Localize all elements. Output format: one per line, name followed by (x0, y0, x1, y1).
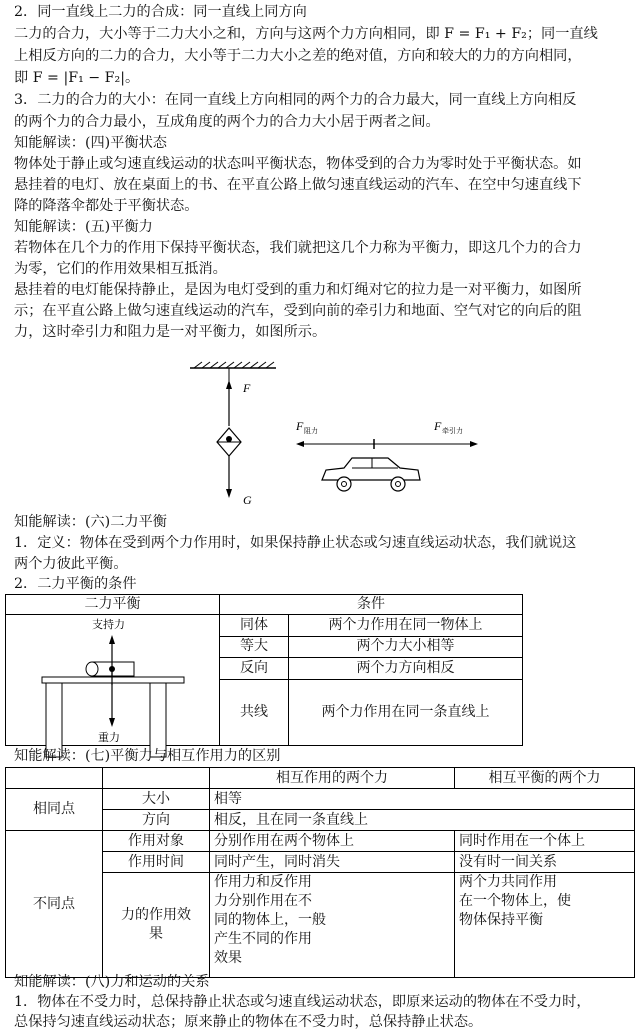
text-line: 若物体在几个力的作用下保持平衡状态，我们就把这几个力称为平衡力，即这几个力的合力 (14, 240, 582, 256)
car-forces-diagram (292, 418, 482, 504)
text-line: 即 F = |F₁ − F₂|。 (14, 70, 140, 86)
text-line: 物体处于静止或匀速直线运动的状态叫平衡状态，物体受到的合力为零时处于平衡状态。如 (14, 156, 582, 172)
row-value: 没有时一间关系 (455, 852, 635, 873)
text-line: 2．二力平衡的条件 (14, 576, 137, 592)
condition-value: 两个力作用在同一物体上 (289, 615, 523, 637)
balance-conditions-table (5, 594, 523, 746)
balance-vs-interaction-table (5, 767, 635, 978)
book-on-table-figure (6, 615, 218, 765)
text-line: 1．定义：物体在受到两个力作用时，如果保持静止状态或匀速直线运动状态，我们就说这 (14, 535, 577, 551)
cell-line: 物体保持平衡 (459, 912, 543, 928)
resist-force-sub: 阻力 (304, 427, 318, 435)
resist-force-label: F (296, 419, 304, 433)
row-value: 相反，且在同一条直线上 (210, 810, 635, 831)
text-line: 降的降落伞都处于平衡状态。 (14, 198, 199, 214)
section-heading: 知能解读：(七)平衡力与相互作用力的区别 (14, 748, 281, 764)
text-line: 示；在平直公路上做匀速直线运动的汽车，受到向前的牵引力和地面、空气对它的向后的阻 (14, 303, 582, 319)
text-line: 力，这时牵引力和阻力是一对平衡力，如图所示。 (14, 324, 327, 340)
row-key: 作用对象 (103, 831, 210, 852)
cell-line: 效果 (214, 950, 242, 966)
row-value: 相等 (210, 789, 635, 810)
row-key: 作用时间 (103, 852, 210, 873)
row-key (103, 873, 210, 978)
text-line: 为零，它们的作用效果相互抵消。 (14, 261, 227, 277)
row-value: 同时产生，同时消失 (210, 852, 455, 873)
text-line: 的两个力的合力最小，互成角度的两个力的合力大小居于两者之间。 (14, 114, 440, 130)
condition-key: 等大 (220, 636, 289, 658)
condition-key: 反向 (220, 658, 289, 680)
row-key-line: 果 (149, 926, 163, 942)
table-header: 二力平衡 (6, 595, 220, 615)
hanging-lamp-diagram (190, 362, 290, 512)
row-value: 分别作用在两个物体上 (210, 831, 455, 852)
condition-value: 两个力作用在同一条直线上 (289, 679, 523, 745)
text-line: 悬挂着的电灯、放在桌面上的书、在平直公路上做匀速直线运动的汽车、在空中匀速直线下 (14, 177, 582, 193)
text-line: 2．同一直线上二力的合成：同一直线上同方向 (14, 4, 307, 20)
traction-force-label: F (434, 419, 442, 433)
row-key-line: 力的作用效 (121, 907, 191, 923)
condition-value: 两个力方向相反 (289, 658, 523, 680)
cell-line: 同的物体上，一般 (214, 912, 326, 928)
force-g-label: G (243, 493, 252, 507)
row-value: 同时作用在一个体上 (455, 831, 635, 852)
text-line: 两个力彼此平衡。 (14, 556, 128, 572)
gravity-label: 重力 (98, 731, 120, 744)
empty-cell (6, 768, 103, 789)
section-heading: 知能解读：(五)平衡力 (14, 219, 153, 235)
section-heading: 知能解读：(八)力和运动的关系 (14, 974, 210, 990)
section-heading: 知能解读：(六)二力平衡 (14, 514, 167, 530)
book-on-table-figure-cell (6, 615, 220, 746)
cell-line: 在一个物体上，使 (459, 893, 571, 909)
condition-value: 两个力大小相等 (289, 636, 523, 658)
table-header: 条件 (220, 595, 523, 615)
support-force-label: 支持力 (92, 618, 125, 631)
text-line: 上相反方向的二力的合力，大小等于二力大小之差的绝对值，方向和较大的力的方向相同， (14, 48, 582, 64)
cell-line: 力分别作用在不 (214, 893, 312, 909)
row-key: 方向 (103, 810, 210, 831)
empty-cell (103, 768, 210, 789)
cell-line: 两个力共同作用 (459, 874, 557, 890)
text-line: 悬挂着的电灯能保持静止，是因为电灯受到的重力和灯绳对它的拉力是一对平衡力，如图所 (14, 282, 582, 298)
force-f-label: F (243, 381, 251, 395)
row-group-same: 相同点 (6, 789, 103, 831)
text-line: 总保持匀速直线运动状态；原来静止的物体在不受力时，总保持静止状态。 (14, 1014, 483, 1030)
cell-line: 产生不同的作用 (214, 931, 312, 947)
table-header: 相互平衡的两个力 (455, 768, 635, 789)
text-line: 1．物体在不受力时，总保持静止状态或匀速直线运动状态，即原来运动的物体在不受力时， (14, 994, 591, 1010)
table-header: 相互作用的两个力 (210, 768, 455, 789)
row-value (455, 873, 635, 978)
traction-force-sub: 牵引力 (442, 427, 463, 435)
section-heading: 知能解读：(四)平衡状态 (14, 135, 167, 151)
row-key: 大小 (103, 789, 210, 810)
condition-key: 共线 (220, 679, 289, 745)
row-group-diff: 不同点 (6, 831, 103, 978)
text-line: 二力的合力，大小等于二力大小之和，方向与这两个力方向相同，即 F = F₁ + F₂；同一直线 (14, 26, 598, 42)
condition-key: 同体 (220, 615, 289, 637)
text-line: 3．二力的合力的大小：在同一直线上方向相同的两个力的合力最大，同一直线上方向相反 (14, 92, 577, 108)
cell-line: 作用力和反作用 (214, 874, 312, 890)
row-value (210, 873, 455, 978)
